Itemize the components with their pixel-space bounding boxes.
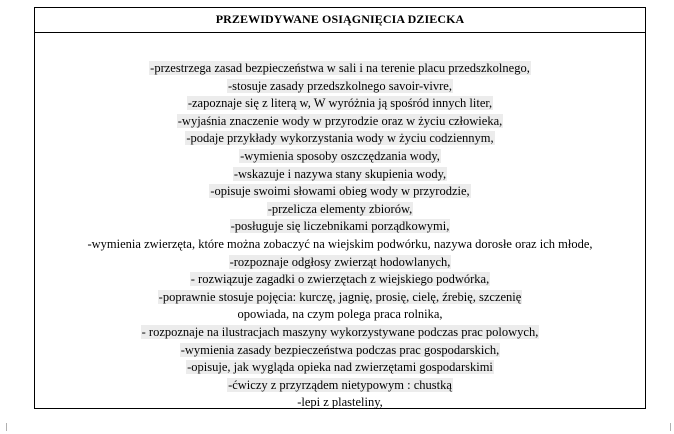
list-item: [35, 271, 645, 289]
list-item: [35, 324, 645, 342]
list-item: [35, 130, 645, 148]
list-item: [35, 254, 645, 272]
list-item-text: -opisuje swoimi słowami obieg wody w przyrodzie,: [210, 184, 470, 199]
list-item: [35, 201, 645, 219]
list-item-text: -wymienia zwierzęta, które można zobaczyć na wiejskim podwórku, nazywa dorosłe oraz ich młode,: [87, 236, 593, 251]
list-item-text: - rozwiązuje zagadki o zwierzętach z wiejskiego podwórka,: [190, 272, 490, 287]
list-item-text: -ćwiczy z przyrządem nietypowym : chustką: [228, 377, 452, 392]
page-margin-mark-left: [6, 423, 13, 431]
list-item-text: -stosuje zasady przedszkolnego savoir-vivre,: [228, 78, 452, 93]
list-item: [35, 236, 645, 254]
list-item: [35, 95, 645, 113]
list-item: [35, 394, 645, 412]
list-item-text: -wymienia zasady bezpieczeństwa podczas prac gospodarskich,: [180, 342, 500, 357]
list-item-text: -lepi z plasteliny,: [297, 395, 383, 410]
table-header: PRZEWIDYWANE OSIĄGNIĘCIA DZIECKA: [35, 8, 645, 33]
list-item-text: -posługuje się liczebnikami porządkowymi,: [230, 219, 450, 234]
list-item-text: -zapoznaje się z literą w, W wyróżnia ją spośród innych liter,: [187, 96, 493, 111]
list-item: [35, 148, 645, 166]
list-item-text: -wskazuje i nazywa stany skupienia wody,: [233, 166, 447, 181]
list-item-text: - rozpoznaje na ilustracjach maszyny wykorzystywane podczas prac polowych,: [141, 324, 539, 339]
table-body-cell: [35, 33, 645, 408]
list-item: [35, 218, 645, 236]
list-item-text: -wyjaśnia znaczenie wody w przyrodzie oraz w życiu człowieka,: [177, 113, 503, 128]
outcomes-table: [34, 7, 646, 409]
list-item-text: -opisuje, jak wygląda opieka nad zwierzętami gospodarskimi: [187, 360, 493, 375]
list-item: [35, 183, 645, 201]
list-item-text: -rozpoznaje odgłosy zwierząt hodowlanych,: [229, 254, 451, 269]
list-item: [35, 78, 645, 96]
list-item: [35, 166, 645, 184]
list-item: [35, 60, 645, 78]
list-item: [35, 342, 645, 360]
list-item-text: -podaje przykłady wykorzystania wody w życiu codziennym,: [186, 131, 494, 146]
list-item-text: -przestrzega zasad bezpieczeństwa w sali i na terenie placu przedszkolnego,: [150, 61, 530, 75]
list-item-text: -przelicza elementy zbiorów,: [267, 201, 413, 216]
list-item-text: -wymienia sposoby oszczędzania wody,: [240, 148, 440, 163]
list-item: [35, 377, 645, 395]
list-item: [35, 359, 645, 377]
page-margin-mark-right: [664, 423, 671, 431]
list-item: [35, 113, 645, 131]
outcomes-list: [35, 60, 645, 412]
list-item-text: opowiada, na czym polega praca rolnika,: [237, 307, 443, 322]
list-item-text: -poprawnie stosuje pojęcia: kurczę, jagnię, prosię, cielę, źrebię, szczenię: [158, 289, 522, 304]
list-item: [35, 289, 645, 307]
list-item: [35, 306, 645, 324]
